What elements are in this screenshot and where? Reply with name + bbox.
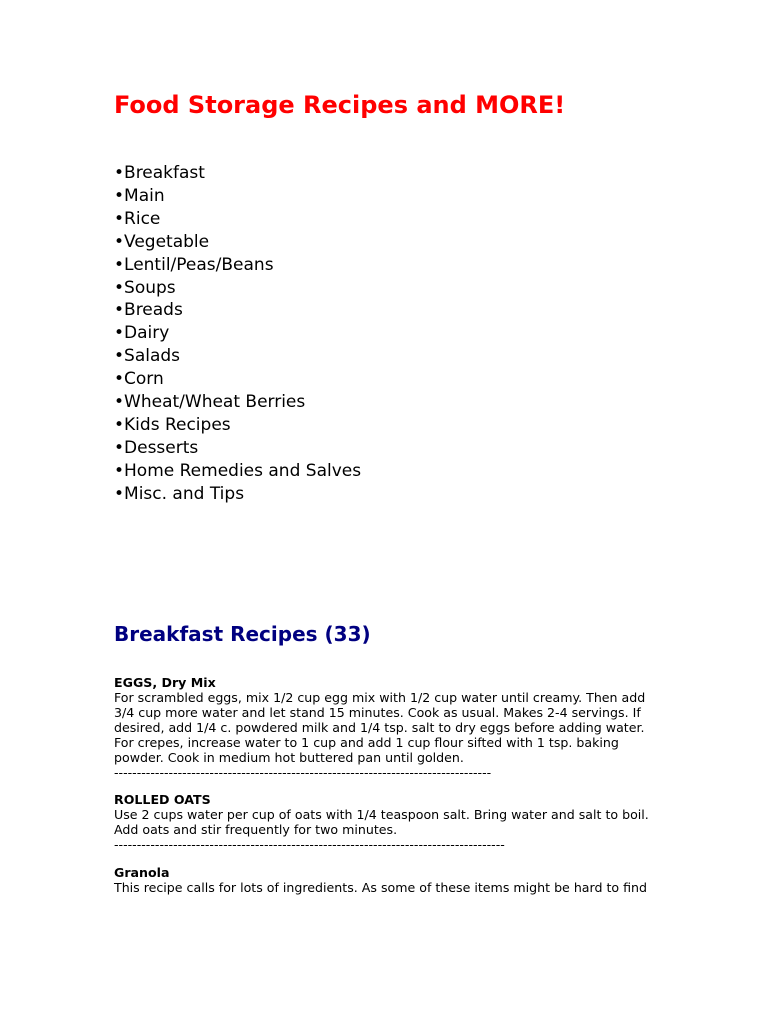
category-item[interactable]: •Lentil/Peas/Beans [114,254,274,275]
recipe-text-line: For crepes, increase water to 1 cup and add 1 cup flour sifted with 1 tsp. baking [114,735,619,750]
recipe-name: Granola [114,865,170,880]
category-item[interactable]: •Dairy [114,323,170,344]
category-item[interactable]: •Salads [114,346,181,367]
category-item[interactable]: •Wheat/Wheat Berries [114,392,306,413]
section-title: Breakfast Recipes (33) [114,622,371,646]
category-item[interactable]: •Main [114,185,165,206]
category-item[interactable]: •Kids Recipes [114,414,231,435]
page-title: Food Storage Recipes and MORE! [114,91,566,119]
category-list [114,162,361,506]
recipe-text-line: powder. Cook in medium hot buttered pan until golden. [114,750,464,765]
category-item[interactable]: •Rice [114,208,161,229]
recipe-text-line: 3/4 cup more water and let stand 15 minutes. Cook as usual. Makes 2-4 servings. If [114,705,641,720]
recipe-text-line: Use 2 cups water per cup of oats with 1/4 teaspoon salt. Bring water and salt to boil. [114,807,649,822]
category-item[interactable]: •Corn [114,369,164,390]
category-item[interactable]: •Breads [114,300,183,321]
recipe-granola [114,865,674,895]
recipe-text-line: This recipe calls for lots of ingredients. As some of these items might be hard to find [114,880,648,895]
category-item[interactable]: •Desserts [114,437,199,458]
recipe-text-line: desired, add 1/4 c. powdered milk and 1/4 tsp. salt to dry eggs before adding water. [114,720,645,735]
recipe-name: ROLLED OATS [114,792,211,807]
category-item[interactable]: •Soups [114,277,176,298]
category-item[interactable]: •Misc. and Tips [114,483,245,504]
recipe-text-line: Add oats and stir frequently for two minutes. [114,822,398,837]
recipe-text-line: For scrambled eggs, mix 1/2 cup egg mix with 1/2 cup water until creamy. Then add [114,690,646,705]
recipe-eggs-dry-mix [114,675,674,780]
recipe-name: EGGS, Dry Mix [114,675,216,690]
recipe-divider: ----------------------------------------------------------------------------------- [114,765,492,780]
recipe-divider: -------------------------------------------------------------------------------------- [114,837,505,852]
category-item[interactable]: •Vegetable [114,231,210,252]
category-item[interactable]: •Home Remedies and Salves [114,460,362,481]
category-item[interactable]: •Breakfast [114,163,205,183]
recipe-rolled-oats [114,792,674,852]
